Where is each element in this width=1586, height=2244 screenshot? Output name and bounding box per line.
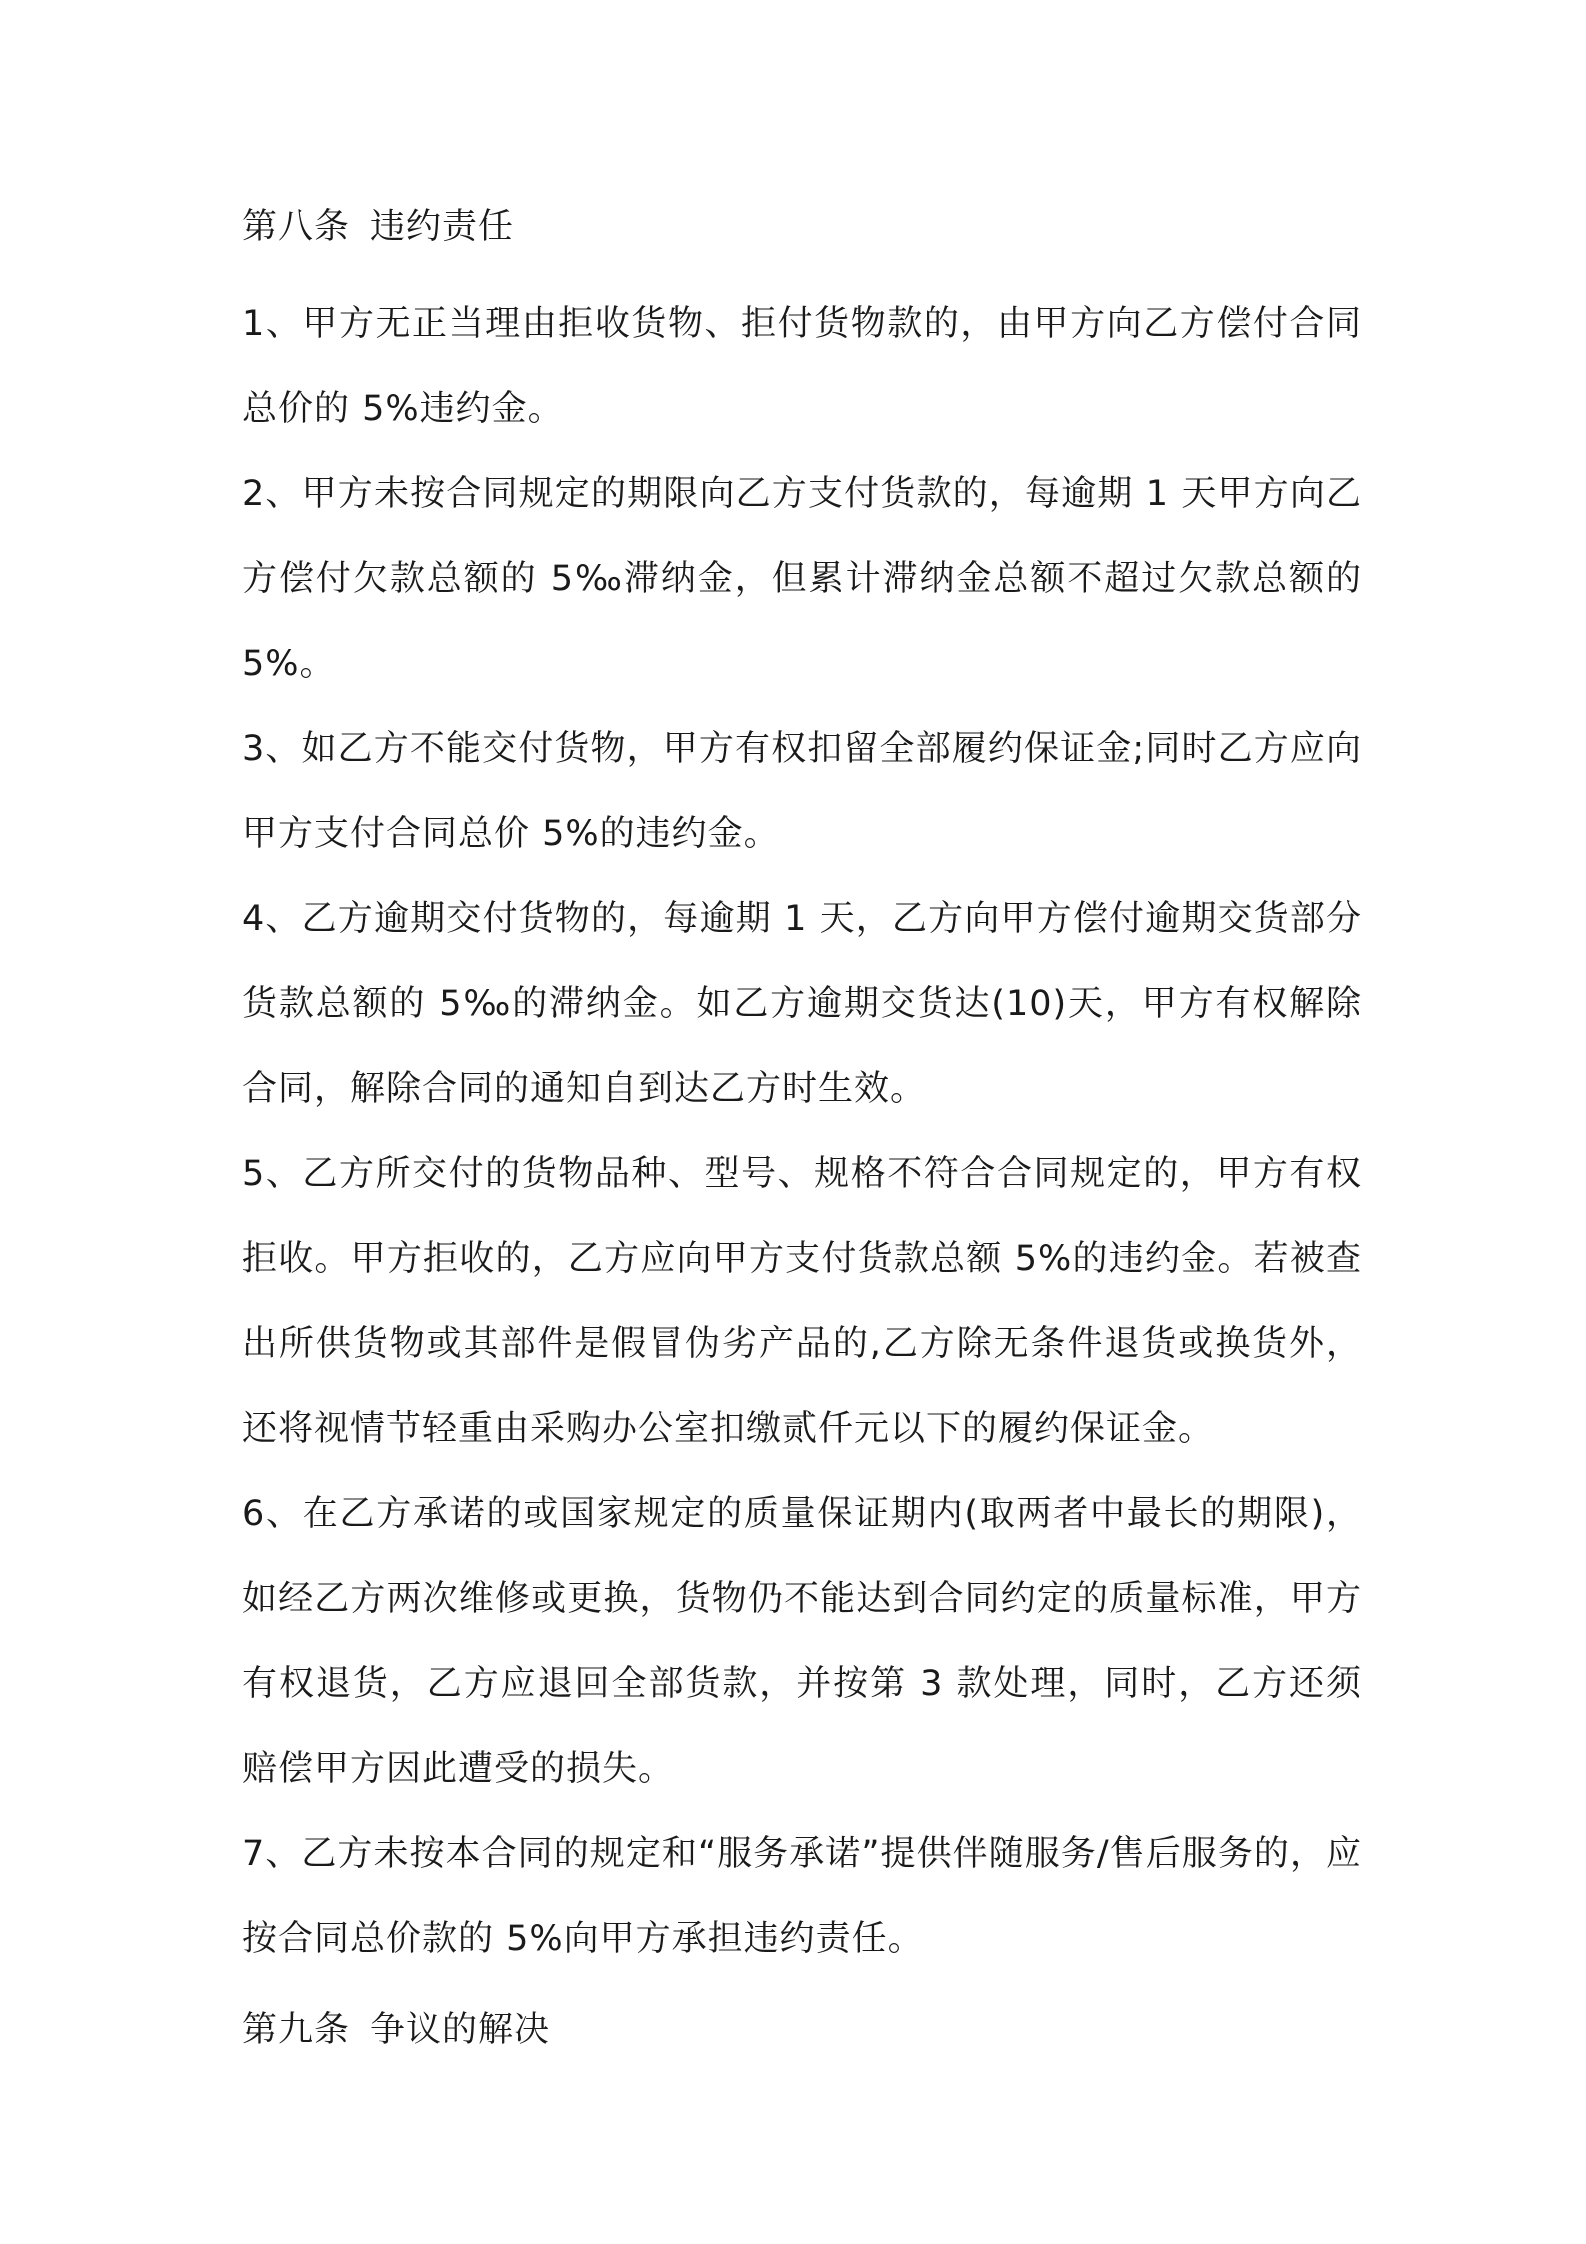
clause-1: 1、甲方无正当理由拒收货物、拒付货物款的，由甲方向乙方偿付合同总价的 5%违约金。 [242, 304, 1362, 429]
article-8-heading [242, 198, 1362, 256]
article-8-number: 第八条 [242, 207, 351, 247]
clause-3: 3、如乙方不能交付货物，甲方有权扣留全部履约保证金;同时乙方应向甲方支付合同总价 5%的违约金。 [242, 729, 1362, 854]
clause-4: 4、乙方逾期交付货物的，每逾期 1 天，乙方向甲方偿付逾期交货部分货款总额的 5‰的滞纳金。如乙方逾期交货达(10)天，甲方有权解除合同，解除合同的通知自到达乙方时生效。 [242, 899, 1362, 1109]
clause-5: 5、乙方所交付的货物品种、型号、规格不符合合同规定的，甲方有权拒收。甲方拒收的，乙方应向甲方支付货款总额 5%的违约金。若被查出所供货物或其部件是假冒伪劣产品的,乙方除无条件退货或换货外，还将视情节轻重由采购办公室扣缴贰仟元以下的履约保证金。 [242, 1154, 1362, 1449]
clause-2: 2、甲方未按合同规定的期限向乙方支付货款的，每逾期 1 天甲方向乙方偿付欠款总额的 5‰滞纳金，但累计滞纳金总额不超过欠款总额的 5%。 [242, 474, 1362, 684]
article-8-title: 违约责任 [370, 207, 515, 247]
article-9-heading [242, 1988, 1362, 2073]
document-body [242, 198, 1362, 2073]
article-9-title: 争议的解决 [370, 2010, 551, 2050]
clause-7: 7、乙方未按本合同的规定和“服务承诺”提供伴随服务/售后服务的，应按合同总价款的 5%向甲方承担违约责任。 [242, 1834, 1362, 1959]
clause-6: 6、在乙方承诺的或国家规定的质量保证期内(取两者中最长的期限)，如经乙方两次维修或更换，货物仍不能达到合同约定的质量标准，甲方有权退货，乙方应退回全部货款，并按第 3 款处理，同时，乙方还须赔偿甲方因此遭受的损失。 [242, 1494, 1362, 1789]
article-9-number: 第九条 [242, 2010, 351, 2050]
